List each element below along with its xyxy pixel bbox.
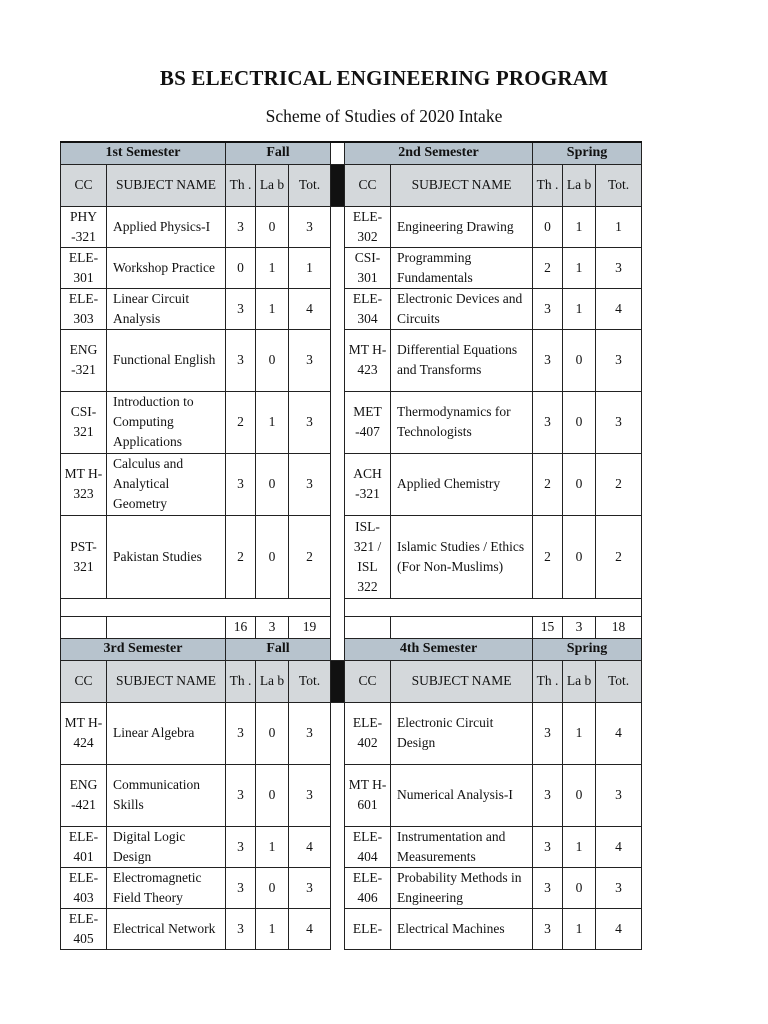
table-cell [107,616,226,638]
subject-name: Digital Logic Design [107,826,226,867]
total-credits: 4 [596,702,642,764]
theory-credits: 3 [533,826,563,867]
total-credits: 3 [289,867,331,908]
header-lab: La b [563,660,596,702]
lab-credits: 0 [563,764,596,826]
lab-credits: 0 [256,206,289,247]
total-credits: 3 [289,764,331,826]
total-credits: 3 [289,391,331,453]
total-credits: 1 [596,206,642,247]
subject-name: Workshop Practice [107,247,226,288]
subject-name: Programming Fundamentals [391,247,533,288]
course-code: ELE-301 [61,247,107,288]
header-subject-name: SUBJECT NAME [107,164,226,206]
total-credits: 4 [596,288,642,329]
course-code: ELE-405 [61,908,107,949]
course-code: ELE-401 [61,826,107,867]
total-credits: 4 [289,288,331,329]
course-code: ACH -321 [345,453,391,515]
header-theory: Th . [533,660,563,702]
course-code: MT H-323 [61,453,107,515]
column-gap [331,288,345,329]
course-row [61,391,642,453]
course-code: ENG -421 [61,764,107,826]
subject-name: Calculus and Analytical Geometry [107,453,226,515]
theory-credits: 3 [226,206,256,247]
subject-name: Thermodynamics for Technologists [391,391,533,453]
subject-name: Applied Chemistry [391,453,533,515]
course-code: ENG -321 [61,329,107,391]
blank-cell [61,598,331,616]
credit-total: 16 [226,616,256,638]
header-lab: La b [256,660,289,702]
course-row [61,288,642,329]
course-row [61,826,642,867]
theory-credits: 3 [533,329,563,391]
subject-name: Instrumentation and Measurements [391,826,533,867]
season-label: Spring [533,142,642,164]
theory-credits: 3 [533,908,563,949]
column-gap [331,616,345,638]
theory-credits: 3 [226,764,256,826]
lab-credits: 0 [256,515,289,598]
subject-name: Electronic Circuit Design [391,702,533,764]
lab-credits: 0 [256,764,289,826]
course-row [61,247,642,288]
table-cell [391,616,533,638]
course-row [61,206,642,247]
column-gap [331,867,345,908]
theory-credits: 3 [533,391,563,453]
lab-credits: 1 [563,247,596,288]
total-credits: 2 [596,515,642,598]
column-gap [331,329,345,391]
semester-header-row [61,142,642,164]
theory-credits: 3 [226,702,256,764]
subject-name: Islamic Studies / Ethics (For Non-Muslims) [391,515,533,598]
header-theory: Th . [226,660,256,702]
subject-name: Functional English [107,329,226,391]
course-row [61,867,642,908]
lab-credits: 0 [563,391,596,453]
header-theory: Th . [533,164,563,206]
course-code: ELE- [345,908,391,949]
lab-credits: 1 [563,908,596,949]
course-code: ELE-304 [345,288,391,329]
season-label: Fall [226,142,331,164]
total-credits: 3 [596,391,642,453]
scheme-of-studies-table [60,141,642,950]
theory-credits: 2 [226,515,256,598]
column-gap [331,453,345,515]
total-credits: 1 [289,247,331,288]
header-subject-name: SUBJECT NAME [391,660,533,702]
total-credits: 2 [289,515,331,598]
header-subject-name: SUBJECT NAME [107,660,226,702]
lab-credits: 0 [256,867,289,908]
lab-credits: 0 [563,329,596,391]
theory-credits: 3 [226,329,256,391]
column-gap [331,908,345,949]
theory-credits: 3 [533,764,563,826]
theory-credits: 3 [226,826,256,867]
column-gap-marker [331,660,345,702]
subject-name: Linear Algebra [107,702,226,764]
column-header-row [61,660,642,702]
subject-name: Probability Methods in Engineering [391,867,533,908]
table-cell [61,616,107,638]
course-code: MT H-423 [345,329,391,391]
theory-credits: 3 [533,702,563,764]
header-cc: CC [61,164,107,206]
total-credits: 3 [596,764,642,826]
total-credits: 3 [289,329,331,391]
header-theory: Th . [226,164,256,206]
credit-total: 3 [563,616,596,638]
total-credits: 2 [596,453,642,515]
column-gap [331,764,345,826]
course-code: PST-321 [61,515,107,598]
column-gap [331,515,345,598]
course-row [61,702,642,764]
lab-credits: 1 [563,206,596,247]
credit-total: 18 [596,616,642,638]
theory-credits: 2 [533,247,563,288]
total-credits: 3 [289,206,331,247]
theory-credits: 3 [226,288,256,329]
total-credits: 3 [289,702,331,764]
column-gap-marker [331,164,345,206]
header-cc: CC [345,660,391,702]
course-code: ELE-303 [61,288,107,329]
course-row [61,764,642,826]
total-credits: 4 [596,826,642,867]
lab-credits: 0 [563,453,596,515]
course-code: ELE-404 [345,826,391,867]
season-label: Fall [226,638,331,660]
theory-credits: 0 [226,247,256,288]
credit-total: 19 [289,616,331,638]
semester-label: 4th Semester [345,638,533,660]
course-code: MT H-601 [345,764,391,826]
lab-credits: 0 [563,867,596,908]
lab-credits: 1 [256,908,289,949]
course-code: ELE-406 [345,867,391,908]
course-code: ELE-403 [61,867,107,908]
course-code: PHY -321 [61,206,107,247]
semester-label: 2nd Semester [345,142,533,164]
column-gap [331,702,345,764]
subject-name: Engineering Drawing [391,206,533,247]
semester-label: 1st Semester [61,142,226,164]
column-header-row [61,164,642,206]
total-credits: 4 [596,908,642,949]
course-code: MET -407 [345,391,391,453]
total-credits: 3 [596,867,642,908]
lab-credits: 1 [256,391,289,453]
document-subtitle: Scheme of Studies of 2020 Intake [265,106,503,126]
course-code: MT H-424 [61,702,107,764]
lab-credits: 1 [563,288,596,329]
lab-credits: 1 [563,702,596,764]
lab-credits: 0 [563,515,596,598]
course-row [61,515,642,598]
lab-credits: 1 [256,247,289,288]
document-title: BS ELECTRICAL ENGINEERING PROGRAM [159,66,609,90]
theory-credits: 0 [533,206,563,247]
header-total: Tot. [289,660,331,702]
table-cell [345,616,391,638]
theory-credits: 3 [533,867,563,908]
theory-credits: 2 [533,515,563,598]
header-cc: CC [61,660,107,702]
column-gap [331,638,345,660]
subject-name: Differential Equations and Transforms [391,329,533,391]
column-gap [331,826,345,867]
theory-credits: 3 [226,867,256,908]
total-credits: 4 [289,908,331,949]
course-row [61,329,642,391]
credit-total: 15 [533,616,563,638]
total-credits: 3 [596,247,642,288]
subject-name: Linear Circuit Analysis [107,288,226,329]
subject-name: Electrical Machines [391,908,533,949]
lab-credits: 0 [256,329,289,391]
header-lab: La b [563,164,596,206]
course-code: CSI-301 [345,247,391,288]
course-code: ELE-402 [345,702,391,764]
theory-credits: 3 [226,908,256,949]
total-credits: 3 [596,329,642,391]
column-gap [331,247,345,288]
theory-credits: 2 [226,391,256,453]
column-gap [331,206,345,247]
lab-credits: 1 [563,826,596,867]
course-row [61,453,642,515]
subject-name: Electrical Network [107,908,226,949]
subject-name: Introduction to Computing Applications [107,391,226,453]
subject-name: Communication Skills [107,764,226,826]
header-total: Tot. [596,660,642,702]
semester-label: 3rd Semester [61,638,226,660]
lab-credits: 1 [256,826,289,867]
header-cc: CC [345,164,391,206]
theory-credits: 3 [533,288,563,329]
column-gap [331,142,345,164]
totals-row [61,616,642,638]
blank-row [61,598,642,616]
header-total: Tot. [596,164,642,206]
theory-credits: 2 [533,453,563,515]
course-code: ELE-302 [345,206,391,247]
subject-name: Pakistan Studies [107,515,226,598]
header-lab: La b [256,164,289,206]
header-subject-name: SUBJECT NAME [391,164,533,206]
season-label: Spring [533,638,642,660]
course-code: ISL-321 / ISL 322 [345,515,391,598]
semester-header-row [61,638,642,660]
header-total: Tot. [289,164,331,206]
course-code: CSI-321 [61,391,107,453]
lab-credits: 0 [256,702,289,764]
column-gap [331,598,345,616]
subject-name: Numerical Analysis-I [391,764,533,826]
theory-credits: 3 [226,453,256,515]
subject-name: Electronic Devices and Circuits [391,288,533,329]
subject-name: Applied Physics-I [107,206,226,247]
lab-credits: 0 [256,453,289,515]
total-credits: 3 [289,453,331,515]
lab-credits: 1 [256,288,289,329]
total-credits: 4 [289,826,331,867]
credit-total: 3 [256,616,289,638]
subject-name: Electromagnetic Field Theory [107,867,226,908]
course-row [61,908,642,949]
column-gap [331,391,345,453]
blank-cell [345,598,642,616]
